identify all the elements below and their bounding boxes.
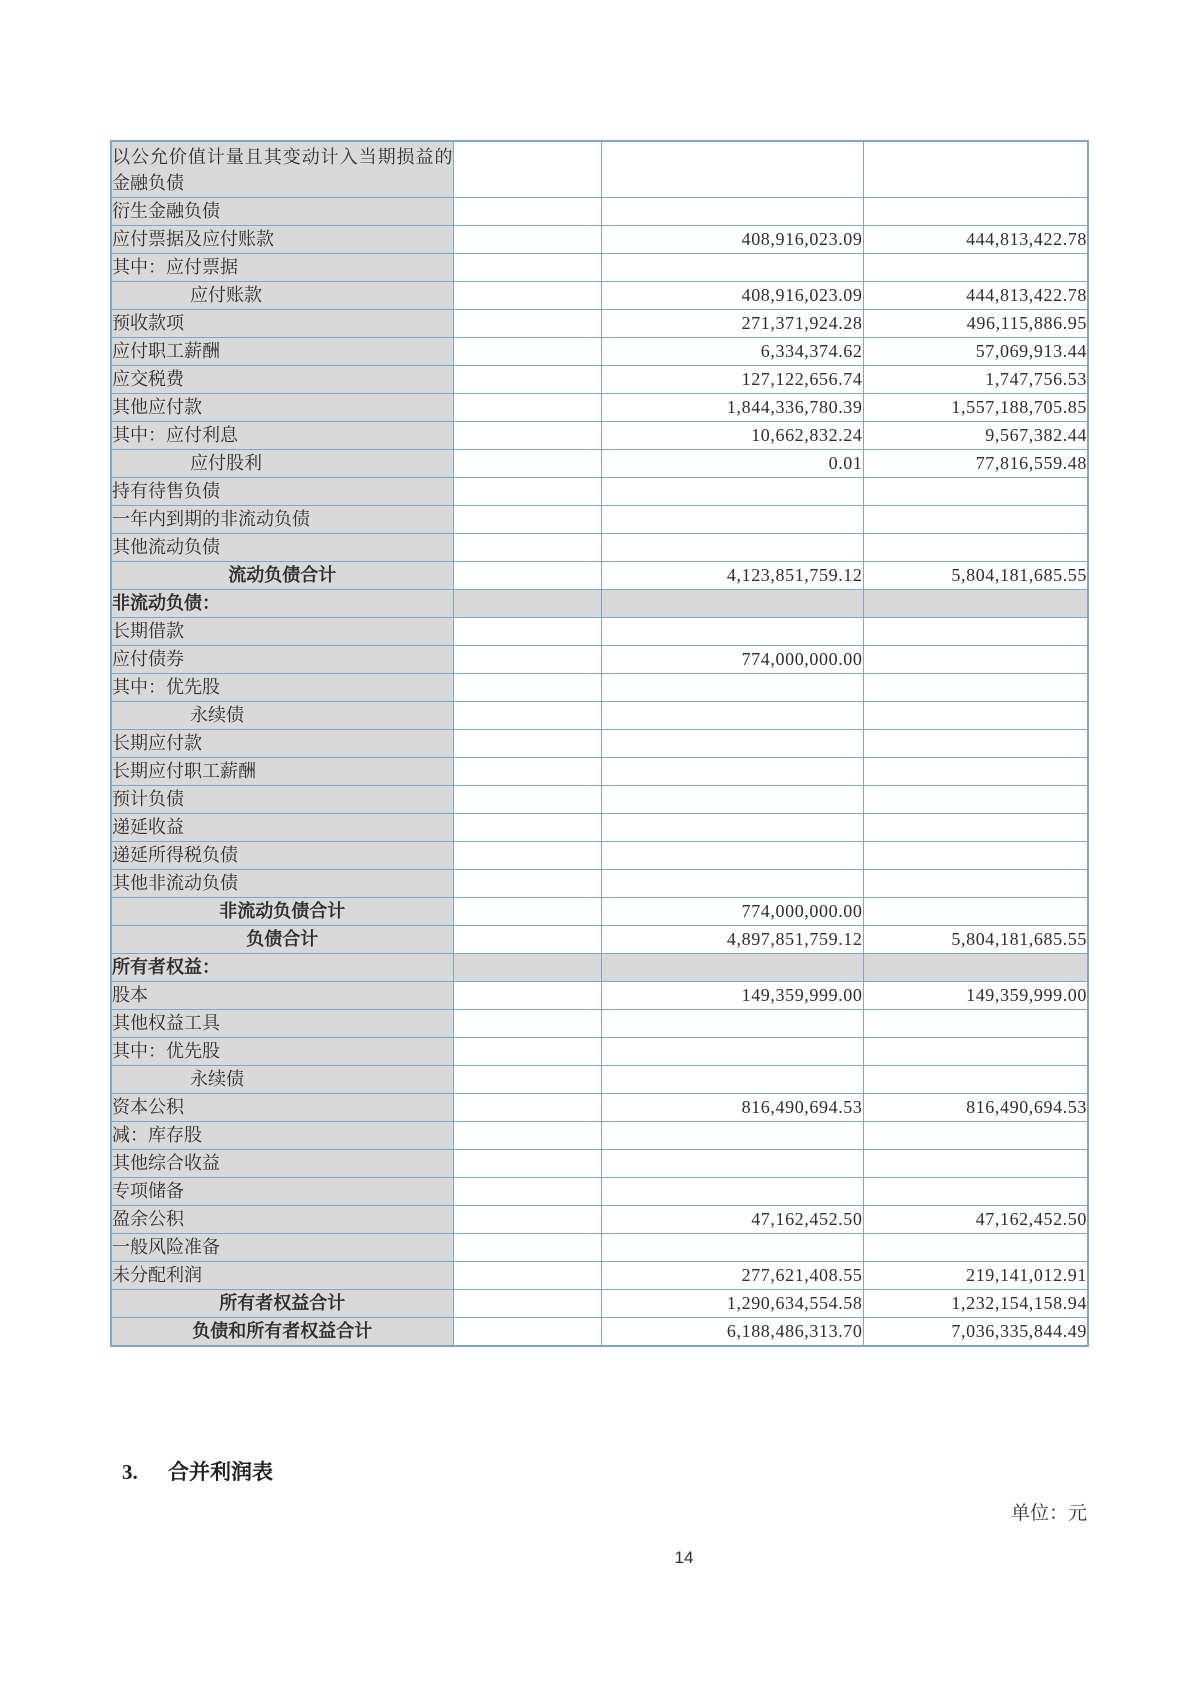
row-label: 衍生金融负债: [111, 198, 453, 226]
row-amount-col2: 5,804,181,685.55: [863, 926, 1088, 954]
row-blank-cell: [453, 1262, 601, 1290]
table-row: [111, 870, 1088, 898]
row-blank-cell: [453, 674, 601, 702]
row-label: 减：库存股: [111, 1122, 453, 1150]
table-row: [111, 422, 1088, 450]
row-amount-col2: 444,813,422.78: [863, 282, 1088, 310]
row-amount-col2: [863, 954, 1088, 982]
row-label: 其他非流动负债: [111, 870, 453, 898]
row-label: 其中：应付票据: [111, 254, 453, 282]
row-amount-col1: [601, 954, 863, 982]
row-amount-col1: [601, 1178, 863, 1206]
row-blank-cell: [453, 1234, 601, 1262]
row-blank-cell: [453, 198, 601, 226]
row-amount-col1: 408,916,023.09: [601, 226, 863, 254]
row-label: 所有者权益：: [111, 954, 453, 982]
row-blank-cell: [453, 422, 601, 450]
row-amount-col1: [601, 534, 863, 562]
row-label: 长期应付职工薪酬: [111, 758, 453, 786]
row-blank-cell: [453, 1122, 601, 1150]
table-row: [111, 702, 1088, 730]
row-blank-cell: [453, 758, 601, 786]
row-blank-cell: [453, 646, 601, 674]
table-row: [111, 730, 1088, 758]
row-amount-col2: [863, 254, 1088, 282]
row-label: 应付账款: [111, 282, 453, 310]
table-row: [111, 1290, 1088, 1318]
table-row: [111, 394, 1088, 422]
row-amount-col1: [601, 1122, 863, 1150]
row-label: 负债合计: [111, 926, 453, 954]
row-blank-cell: [453, 226, 601, 254]
row-blank-cell: [453, 1150, 601, 1178]
row-blank-cell: [453, 702, 601, 730]
row-label: 应付票据及应付账款: [111, 226, 453, 254]
section-heading: [122, 1456, 273, 1486]
table-row: [111, 1150, 1088, 1178]
page-number: 14: [674, 1548, 694, 1567]
row-blank-cell: [453, 618, 601, 646]
row-amount-col1: [601, 758, 863, 786]
row-blank-cell: [453, 282, 601, 310]
table-row: [111, 842, 1088, 870]
row-amount-col1: 277,621,408.55: [601, 1262, 863, 1290]
row-amount-col2: [863, 506, 1088, 534]
row-label: 应付股利: [111, 450, 453, 478]
row-amount-col1: [601, 786, 863, 814]
table-row: [111, 534, 1088, 562]
table-row: [111, 366, 1088, 394]
row-blank-cell: [453, 898, 601, 926]
row-amount-col2: 57,069,913.44: [863, 338, 1088, 366]
row-label: 非流动负债：: [111, 590, 453, 618]
table-row: [111, 1010, 1088, 1038]
row-blank-cell: [453, 926, 601, 954]
row-amount-col1: [601, 870, 863, 898]
row-label: 长期借款: [111, 618, 453, 646]
row-blank-cell: [453, 1038, 601, 1066]
row-amount-col2: [863, 478, 1088, 506]
table-row: [111, 1262, 1088, 1290]
row-label: 永续债: [111, 1066, 453, 1094]
table-row: [111, 1066, 1088, 1094]
row-label: 应付债券: [111, 646, 453, 674]
table-row: [111, 310, 1088, 338]
table-row: [111, 590, 1088, 618]
row-amount-col2: 444,813,422.78: [863, 226, 1088, 254]
row-blank-cell: [453, 730, 601, 758]
row-amount-col2: [863, 534, 1088, 562]
row-blank-cell: [453, 1290, 601, 1318]
row-label: 其他综合收益: [111, 1150, 453, 1178]
row-amount-col1: [601, 590, 863, 618]
table-row: [111, 814, 1088, 842]
table-row: [111, 926, 1088, 954]
row-amount-col1: 774,000,000.00: [601, 646, 863, 674]
row-blank-cell: [453, 1010, 601, 1038]
row-label: 预收款项: [111, 310, 453, 338]
row-amount-col2: [863, 141, 1088, 198]
balance-sheet-body: [111, 141, 1088, 1346]
row-label: 预计负债: [111, 786, 453, 814]
row-amount-col1: [601, 478, 863, 506]
row-amount-col2: 1,747,756.53: [863, 366, 1088, 394]
table-row: [111, 954, 1088, 982]
row-amount-col2: [863, 1010, 1088, 1038]
row-label: 其他流动负债: [111, 534, 453, 562]
table-row: [111, 1234, 1088, 1262]
row-blank-cell: [453, 450, 601, 478]
row-amount-col2: [863, 646, 1088, 674]
row-blank-cell: [453, 1178, 601, 1206]
row-label: 一般风险准备: [111, 1234, 453, 1262]
row-amount-col2: [863, 198, 1088, 226]
row-amount-col1: [601, 141, 863, 198]
row-amount-col1: 4,123,851,759.12: [601, 562, 863, 590]
table-row: [111, 898, 1088, 926]
table-row: [111, 1318, 1088, 1347]
row-amount-col2: [863, 1178, 1088, 1206]
row-amount-col1: 4,897,851,759.12: [601, 926, 863, 954]
row-amount-col2: [863, 674, 1088, 702]
table-row: [111, 646, 1088, 674]
row-amount-col2: 149,359,999.00: [863, 982, 1088, 1010]
table-row: [111, 1038, 1088, 1066]
row-amount-col2: [863, 898, 1088, 926]
row-amount-col2: 219,141,012.91: [863, 1262, 1088, 1290]
row-amount-col1: [601, 702, 863, 730]
row-blank-cell: [453, 310, 601, 338]
row-amount-col2: 496,115,886.95: [863, 310, 1088, 338]
row-amount-col2: [863, 590, 1088, 618]
row-amount-col2: [863, 1066, 1088, 1094]
row-label: 盈余公积: [111, 1206, 453, 1234]
row-blank-cell: [453, 590, 601, 618]
table-row: [111, 786, 1088, 814]
row-label: 流动负债合计: [111, 562, 453, 590]
row-amount-col2: [863, 702, 1088, 730]
row-amount-col2: 1,232,154,158.94: [863, 1290, 1088, 1318]
row-amount-col1: 1,844,336,780.39: [601, 394, 863, 422]
row-blank-cell: [453, 338, 601, 366]
section-heading-number: 3.: [122, 1460, 138, 1484]
table-row: [111, 338, 1088, 366]
row-amount-col2: [863, 870, 1088, 898]
row-amount-col1: 6,334,374.62: [601, 338, 863, 366]
row-amount-col1: [601, 674, 863, 702]
row-blank-cell: [453, 1318, 601, 1347]
row-blank-cell: [453, 982, 601, 1010]
table-row: [111, 226, 1088, 254]
table-row: [111, 674, 1088, 702]
table-row: [111, 982, 1088, 1010]
row-amount-col2: [863, 786, 1088, 814]
row-blank-cell: [453, 1206, 601, 1234]
row-amount-col1: 271,371,924.28: [601, 310, 863, 338]
row-blank-cell: [453, 842, 601, 870]
row-label: 未分配利润: [111, 1262, 453, 1290]
row-label: 负债和所有者权益合计: [111, 1318, 453, 1347]
table-row: [111, 1122, 1088, 1150]
row-amount-col1: [601, 1038, 863, 1066]
row-amount-col2: [863, 1150, 1088, 1178]
row-label: 应付职工薪酬: [111, 338, 453, 366]
row-amount-col1: [601, 506, 863, 534]
row-amount-col1: 0.01: [601, 450, 863, 478]
row-label: 所有者权益合计: [111, 1290, 453, 1318]
row-amount-col1: [601, 1150, 863, 1178]
row-amount-col2: 1,557,188,705.85: [863, 394, 1088, 422]
row-label: 递延所得税负债: [111, 842, 453, 870]
row-amount-col2: [863, 1122, 1088, 1150]
unit-label: 单位：元: [1010, 1503, 1087, 1524]
table-row: [111, 1178, 1088, 1206]
row-label: 递延收益: [111, 814, 453, 842]
table-row: [111, 198, 1088, 226]
row-amount-col2: [863, 1038, 1088, 1066]
row-amount-col1: 6,188,486,313.70: [601, 1318, 863, 1347]
row-amount-col1: [601, 730, 863, 758]
row-blank-cell: [453, 870, 601, 898]
row-blank-cell: [453, 366, 601, 394]
table-row: [111, 282, 1088, 310]
row-amount-col2: 47,162,452.50: [863, 1206, 1088, 1234]
row-amount-col1: [601, 842, 863, 870]
table-row: [111, 450, 1088, 478]
row-amount-col1: 127,122,656.74: [601, 366, 863, 394]
row-amount-col2: 5,804,181,685.55: [863, 562, 1088, 590]
row-label: 其他应付款: [111, 394, 453, 422]
row-label: 其中：应付利息: [111, 422, 453, 450]
row-amount-col2: [863, 814, 1088, 842]
table-row: [111, 618, 1088, 646]
row-amount-col1: [601, 618, 863, 646]
row-blank-cell: [453, 562, 601, 590]
row-amount-col2: [863, 1234, 1088, 1262]
row-amount-col1: 47,162,452.50: [601, 1206, 863, 1234]
row-amount-col1: 149,359,999.00: [601, 982, 863, 1010]
row-amount-col1: [601, 1066, 863, 1094]
row-blank-cell: [453, 814, 601, 842]
row-amount-col1: 408,916,023.09: [601, 282, 863, 310]
row-blank-cell: [453, 478, 601, 506]
row-amount-col1: 10,662,832.24: [601, 422, 863, 450]
row-amount-col2: [863, 758, 1088, 786]
row-label: 其他权益工具: [111, 1010, 453, 1038]
row-amount-col2: 77,816,559.48: [863, 450, 1088, 478]
row-amount-col2: 816,490,694.53: [863, 1094, 1088, 1122]
row-amount-col2: [863, 730, 1088, 758]
table-row: [111, 141, 1088, 198]
row-label: 持有待售负债: [111, 478, 453, 506]
row-label: 其中：优先股: [111, 674, 453, 702]
row-amount-col1: [601, 198, 863, 226]
row-label: 一年内到期的非流动负债: [111, 506, 453, 534]
balance-sheet-table: [110, 140, 1089, 1347]
row-label: 专项储备: [111, 1178, 453, 1206]
row-label: 其中：优先股: [111, 1038, 453, 1066]
row-amount-col1: [601, 254, 863, 282]
row-amount-col2: [863, 618, 1088, 646]
row-blank-cell: [453, 954, 601, 982]
row-label: 长期应付款: [111, 730, 453, 758]
row-blank-cell: [453, 534, 601, 562]
row-label: 股本: [111, 982, 453, 1010]
row-amount-col1: [601, 814, 863, 842]
row-amount-col2: [863, 842, 1088, 870]
row-blank-cell: [453, 254, 601, 282]
row-amount-col1: 1,290,634,554.58: [601, 1290, 863, 1318]
table-row: [111, 478, 1088, 506]
section-heading-title: 合并利润表: [168, 1461, 273, 1484]
row-label: 永续债: [111, 702, 453, 730]
row-blank-cell: [453, 141, 601, 198]
row-amount-col1: 816,490,694.53: [601, 1094, 863, 1122]
row-blank-cell: [453, 394, 601, 422]
table-row: [111, 1094, 1088, 1122]
row-amount-col1: [601, 1234, 863, 1262]
row-label: 资本公积: [111, 1094, 453, 1122]
row-amount-col1: [601, 1010, 863, 1038]
table-row: [111, 254, 1088, 282]
table-row: [111, 758, 1088, 786]
table-row: [111, 506, 1088, 534]
table-row: [111, 1206, 1088, 1234]
row-label: 应交税费: [111, 366, 453, 394]
row-amount-col1: 774,000,000.00: [601, 898, 863, 926]
table-row: [111, 562, 1088, 590]
row-amount-col2: 9,567,382.44: [863, 422, 1088, 450]
row-blank-cell: [453, 506, 601, 534]
row-label: 以公允价值计量且其变动计入当期损益的金融负债: [111, 141, 453, 198]
row-blank-cell: [453, 786, 601, 814]
row-blank-cell: [453, 1066, 601, 1094]
row-blank-cell: [453, 1094, 601, 1122]
row-amount-col2: 7,036,335,844.49: [863, 1318, 1088, 1347]
row-label: 非流动负债合计: [111, 898, 453, 926]
